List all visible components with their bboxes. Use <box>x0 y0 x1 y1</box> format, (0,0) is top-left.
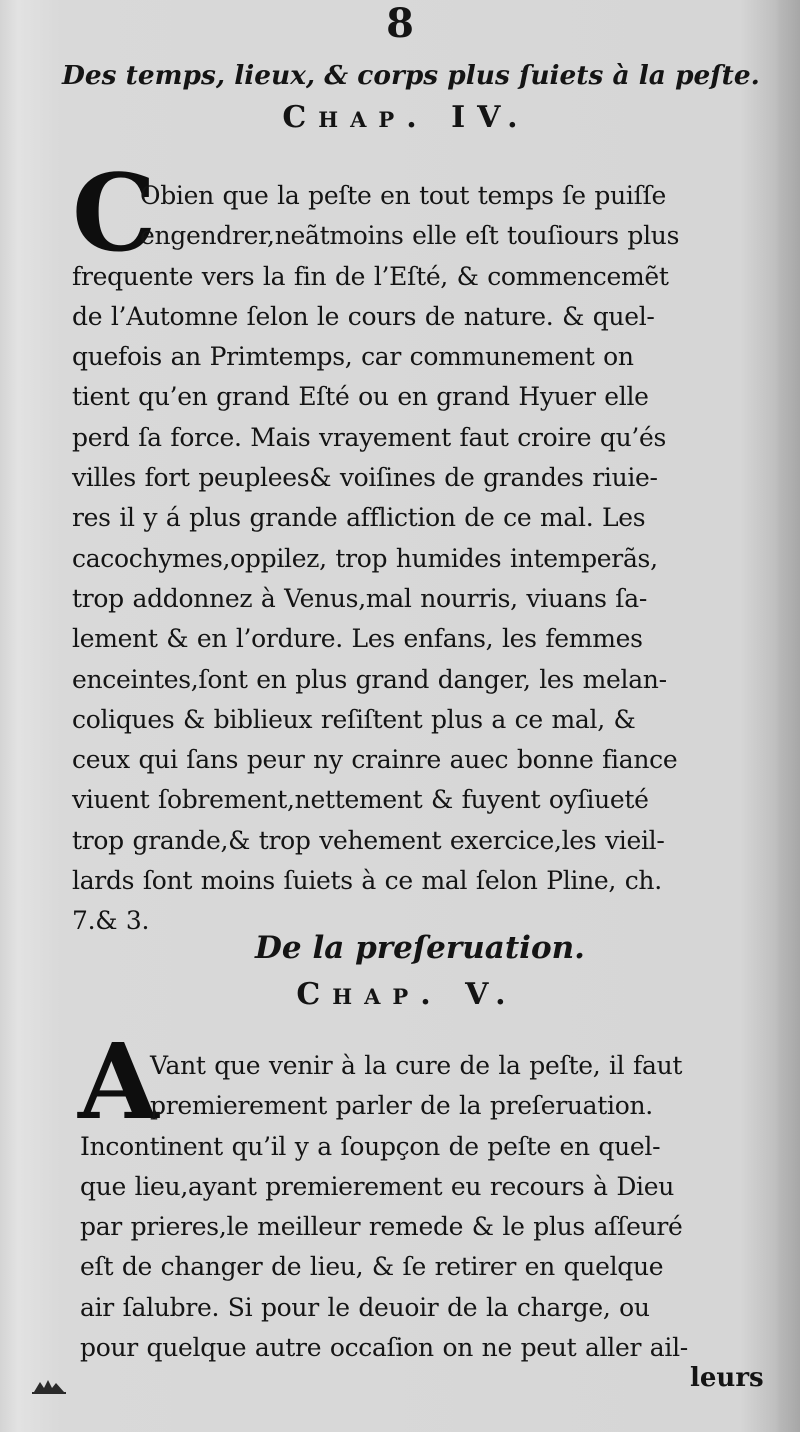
page-number: 8 <box>386 0 414 47</box>
text-line: lement & en l’ordure. Les enfans, les femmes <box>72 624 643 654</box>
chapter-iv-paragraph <box>72 176 772 942</box>
text-line: Obien que la peſte en tout temps ſe puiſſe <box>140 181 667 210</box>
text-line: coliques & biblieux reſiſtent plus a ce mal, & <box>72 704 636 734</box>
text-line: tient qu’en grand Eſté ou en grand Hyuer elle <box>72 382 649 412</box>
text-line: enceintes,ſont en plus grand danger, les melan- <box>72 664 667 694</box>
text-line: engendrer,neãtmoins elle eſt touſiours plus <box>140 221 680 251</box>
text-line: viuent ſobrement,nettement & fuyent oyſiueté <box>72 785 649 815</box>
text-line: trop addonnez à Venus,mal nourris, viuans ſa- <box>72 583 647 613</box>
text-line: cacochymes,oppilez, trop humides intemperãs, <box>72 543 658 573</box>
text-line: par prieres,le meilleur remede & le plus aſſeuré <box>80 1212 683 1242</box>
text-line: pour quelque autre occaſion on ne peut aller ail- <box>80 1333 688 1363</box>
text-line: ceux qui ſans peur ny crainre auec bonne fiance <box>72 745 678 775</box>
chapter-iv-drop-cap: C <box>72 150 157 275</box>
text-line: Incontinent qu’il y a ſoupçon de peſte en quel- <box>80 1131 661 1161</box>
text-line: air ſalubre. Si pour le deuoir de la charge, ou <box>80 1292 650 1322</box>
catchword: leurs <box>690 1363 764 1393</box>
chapter-v-paragraph <box>80 1046 780 1368</box>
text-line: villes fort peuplees& voiſines de grandes riuie- <box>72 463 658 493</box>
section-title: De la preſeruation. <box>255 930 585 966</box>
text-line: de l’Automne ſelon le cours de nature. & quel- <box>72 301 655 331</box>
chapter-iv-heading: Chap. IV. <box>282 100 530 135</box>
text-line: perd ſa force. Mais vrayement faut croire qu’és <box>72 422 667 452</box>
text-line: Vant que venir à la cure de la peſte, il faut <box>150 1051 683 1080</box>
text-line: frequente vers la fin de l’Eſté, & commencemẽt <box>72 261 669 291</box>
text-line: res il y á plus grande affliction de ce mal. Les <box>72 503 646 533</box>
running-title: Des temps, lieux, & corps plus ſuiets à la peſte. <box>62 60 760 91</box>
chapter-v-heading: Chap. V. <box>296 977 518 1012</box>
chapter-v-drop-cap: A <box>78 1020 159 1143</box>
text-line: lards ſont moins ſuiets à ce mal ſelon Pline, ch. <box>72 866 662 896</box>
text-line: 7.& 3. <box>72 906 150 936</box>
text-line: premierement parler de la preſeruation. <box>150 1091 653 1121</box>
text-line: que lieu,ayant premierement eu recours à Dieu <box>80 1171 675 1201</box>
text-line: quefois an Primtemps, car communement on <box>72 342 634 372</box>
text-line: eſt de changer de lieu, & ſe retirer en quelque <box>80 1252 664 1282</box>
text-line: trop grande,& trop vehement exercice,les vieil- <box>72 825 665 855</box>
printer-ornament-icon <box>30 1376 70 1396</box>
